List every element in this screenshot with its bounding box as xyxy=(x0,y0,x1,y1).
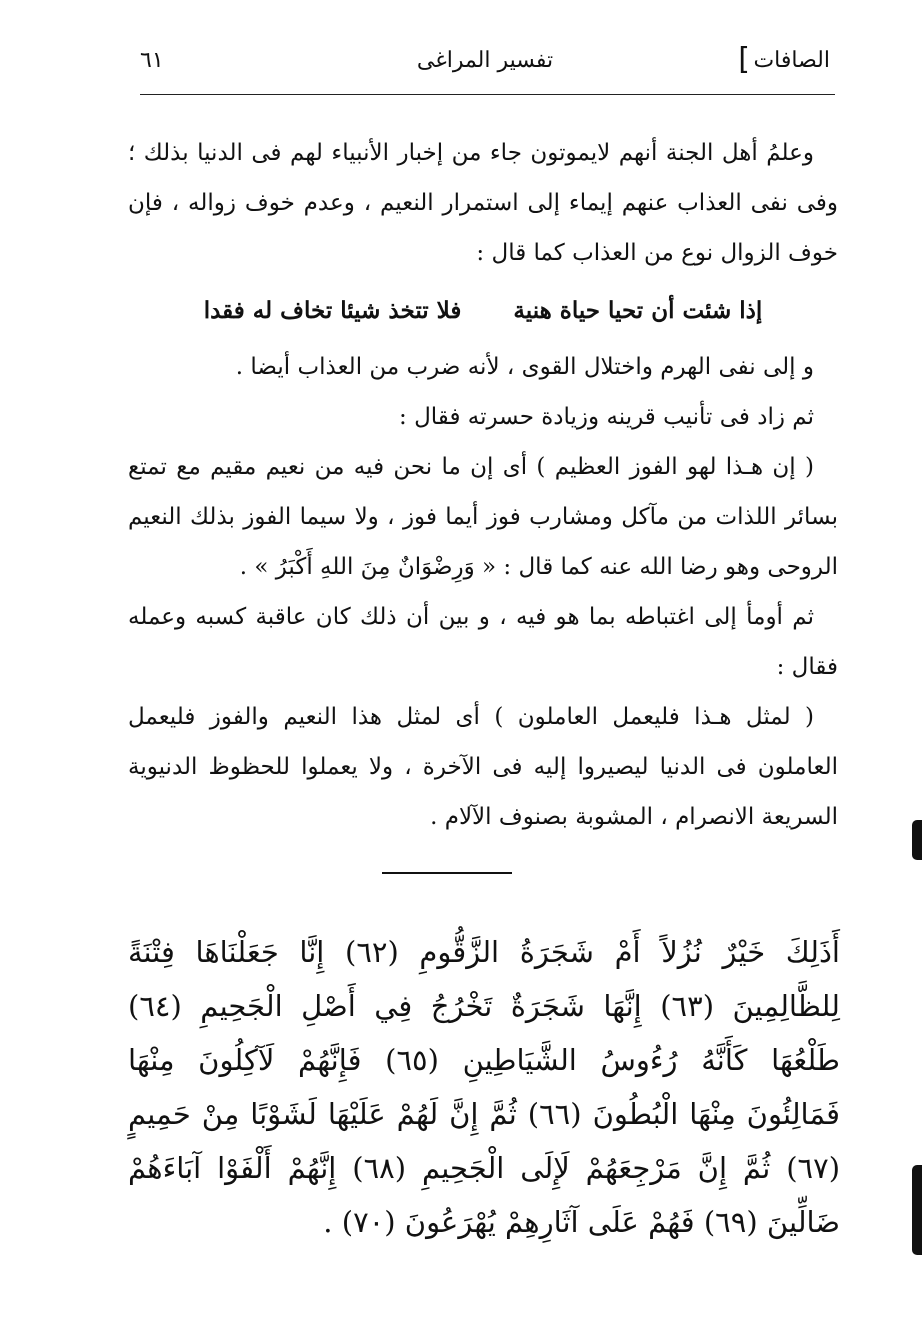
commentary-paragraph: ثم أومأ إلى اغتباطه بما هو فيه ، و بين أن ذلك كان عاقبة كسبه وعمله فقال : xyxy=(128,604,838,680)
header-rule xyxy=(140,94,835,95)
surah-name: الصافات xyxy=(753,48,830,73)
ayah-text: فَإِنَّهُمْ لَآكِلُونَ مِنْهَا فَمَالِئُونَ مِنْهَا الْبُطُونَ xyxy=(128,1043,841,1131)
ayah-number: (٧٠) xyxy=(341,1205,396,1239)
commentary-paragraph: و إلى نفى الهرم واختلال القوى ، لأنه ضرب من العذاب أيضا . xyxy=(235,354,814,380)
commentary-paragraph: ( إن هـذا لهو الفوز العظيم ) أى إن ما نحن فيه من نعيم مقيم مع تمتع بسائر اللذات من مآكل ومشارب فوز أيما فوز ، ولا سيما الفوز بذلك النعيم الروحى وهو رضا الله عنه كما قال : « وَرِضْوَانٌ مِنَ اللهِ أَكْبَرُ » . xyxy=(128,454,838,580)
ayah-text: فَهُمْ عَلَى آثَارِهِمْ يُهْرَعُونَ xyxy=(404,1205,695,1239)
passage-end: . xyxy=(323,1205,333,1239)
ayah-text: أَذَلِكَ خَيْرٌ نُزُلاً أَمْ شَجَرَةُ الزَّقُّومِ xyxy=(419,935,840,969)
poetry-verse xyxy=(128,278,838,342)
page-header xyxy=(140,40,830,90)
ayah-number: (٦٤) xyxy=(128,989,182,1023)
ayah-text: ثُمَّ إِنَّ مَرْجِعَهُمْ لَإِلَى الْجَحِيمِ xyxy=(421,1151,771,1185)
commentary-paragraph: ثم زاد فى تأنيب قرينه وزيادة حسرته فقال : xyxy=(399,404,814,430)
ayah-text: إِنَّا جَعَلْنَاهَا فِتْنَةً لِلظَّالِمِينَ xyxy=(128,935,840,1023)
ayah-text: طَلْعُهَا كَأَنَّهُ رُءُوسُ الشَّيَاطِينِ xyxy=(462,1043,840,1077)
header-bracket: ] xyxy=(738,42,750,77)
section-divider xyxy=(382,872,512,874)
commentary-paragraph: وعلمُ أهل الجنة أنهم لايموتون جاء من إخبار الأنبياء لهم فى الدنيا بذلك ؛ وفى نفى العذاب عنهم إيماء إلى استمرار النعيم ، وعدم خوف زواله ، فإن خوف الزوال نوع من العذاب كما قال : xyxy=(128,140,838,266)
poetry-hemistich: إذا شئت أن تحيا حياة هنية xyxy=(513,297,763,324)
ayah-number: (٦٥) xyxy=(385,1043,439,1077)
ayah-number: (٦٢) xyxy=(344,935,399,969)
commentary-paragraph: ( لمثل هـذا فليعمل العاملون ) أى لمثل هذا النعيم والفوز فليعمل العاملون فى الدنيا ليصيروا إليه فى الآخرة ، ولا يعملوا للحظوظ الدنيوية السريعة الانصرام ، المشوبة بصنوف الآلام . xyxy=(128,704,838,830)
quran-passage xyxy=(128,925,840,1249)
ayah-number: (٦٦) xyxy=(527,1097,582,1131)
scan-edge-mark xyxy=(912,820,922,860)
ayah-text: إِنَّهَا شَجَرَةٌ تَخْرُجُ فِي أَصْلِ الْجَحِيمِ xyxy=(200,989,642,1023)
poetry-hemistich: فلا تتخذ شيئا تخاف له فقدا xyxy=(203,297,462,324)
page-number: ٦١ xyxy=(140,48,164,73)
ayah-text: إِنَّهُمْ أَلْفَوْا آبَاءَهُمْ ضَالِّينَ xyxy=(128,1151,840,1239)
ayah-number: (٦٩) xyxy=(703,1205,758,1239)
book-title: تفسير المراغى xyxy=(416,48,554,73)
ayah-number: (٦٣) xyxy=(660,989,715,1023)
ayah-number: (٦٨) xyxy=(352,1151,407,1185)
ayah-number: (٦٧) xyxy=(786,1151,841,1185)
scan-edge-mark xyxy=(912,1165,922,1255)
commentary-text xyxy=(128,128,838,842)
ayah-text: ثُمَّ إِنَّ لَهُمْ عَلَيْهَا لَشَوْبًا مِنْ حَمِيمٍ xyxy=(128,1097,517,1131)
